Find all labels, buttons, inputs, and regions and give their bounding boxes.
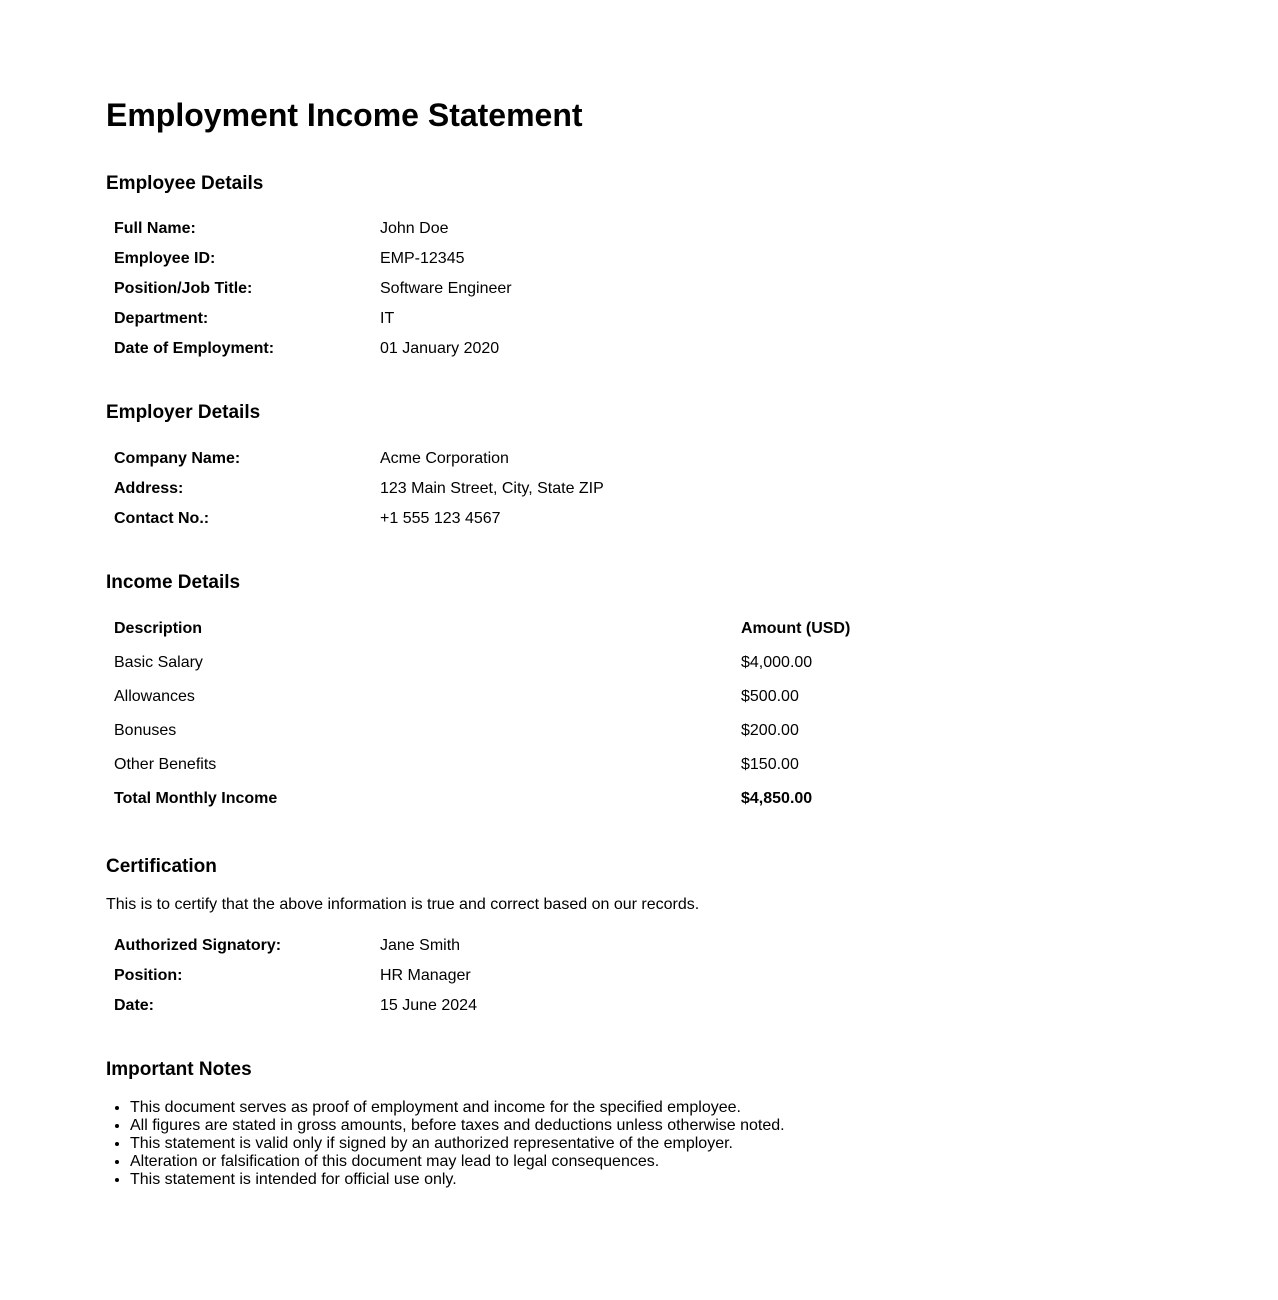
field-label: Date of Employment: xyxy=(114,340,275,357)
table-row xyxy=(114,688,1164,722)
certification-statement: This is to certify that the above information is true and correct based on our records. xyxy=(106,896,700,913)
page-title: Employment Income Statement xyxy=(106,97,583,133)
income-amount: $200.00 xyxy=(741,722,799,739)
income-table xyxy=(114,620,1164,824)
certification-heading: Certification xyxy=(106,856,217,877)
field-label: Position: xyxy=(114,967,183,984)
field-label: Position/Job Title: xyxy=(114,280,253,297)
income-description: Basic Salary xyxy=(114,654,203,671)
field-value: EMP-12345 xyxy=(380,250,465,267)
field-label: Date: xyxy=(114,997,155,1014)
certification-row-signatory xyxy=(114,937,477,967)
employer-row-address xyxy=(114,480,604,510)
employee-row-position xyxy=(114,280,512,310)
list-item: • This statement is valid only if signed by an authorized representative of the employer. xyxy=(130,1135,785,1153)
table-row xyxy=(114,654,1164,688)
field-label: Employee ID: xyxy=(114,250,216,267)
total-label: Total Monthly Income xyxy=(114,790,278,807)
income-description: Other Benefits xyxy=(114,756,217,773)
field-label: Address: xyxy=(114,480,184,497)
important-notes-list xyxy=(106,1099,785,1189)
certification-table xyxy=(114,937,477,1027)
field-label: Department: xyxy=(114,310,209,327)
employer-row-contact xyxy=(114,510,604,540)
field-label: Full Name: xyxy=(114,220,196,237)
income-table-header xyxy=(114,620,1164,654)
employer-row-company-name xyxy=(114,450,604,480)
field-value: Acme Corporation xyxy=(380,450,509,467)
income-amount: $4,000.00 xyxy=(741,654,813,671)
income-description: Bonuses xyxy=(114,722,177,739)
certification-row-position xyxy=(114,967,477,997)
field-value: +1 555 123 4567 xyxy=(380,510,501,527)
income-total-row xyxy=(114,790,1164,824)
income-description: Allowances xyxy=(114,688,195,705)
employer-details-table xyxy=(114,450,604,540)
employee-details-table xyxy=(114,220,512,370)
employee-row-date-of-employment xyxy=(114,340,512,370)
income-details-heading: Income Details xyxy=(106,572,241,593)
list-item: • This document serves as proof of employment and income for the specified employee. xyxy=(130,1099,785,1117)
column-header-amount: Amount (USD) xyxy=(741,620,851,637)
field-value: Software Engineer xyxy=(380,280,512,297)
table-row xyxy=(114,756,1164,790)
field-value: 15 June 2024 xyxy=(380,997,477,1014)
field-label: Contact No.: xyxy=(114,510,210,527)
column-header-description: Description xyxy=(114,620,203,637)
income-amount: $500.00 xyxy=(741,688,799,705)
certification-row-date xyxy=(114,997,477,1027)
field-label: Company Name: xyxy=(114,450,241,467)
field-value: John Doe xyxy=(380,220,449,237)
list-item: • All figures are stated in gross amounts, before taxes and deductions unless otherwise noted. xyxy=(130,1117,785,1135)
table-row xyxy=(114,722,1164,756)
important-notes-heading: Important Notes xyxy=(106,1059,252,1080)
list-item: • This statement is intended for official use only. xyxy=(130,1171,785,1189)
employer-details-heading: Employer Details xyxy=(106,402,261,423)
field-value: 01 January 2020 xyxy=(380,340,500,357)
employee-details-heading: Employee Details xyxy=(106,173,264,194)
field-value: IT xyxy=(380,310,395,327)
income-amount: $150.00 xyxy=(741,756,799,773)
field-label: Authorized Signatory: xyxy=(114,937,282,954)
employee-row-full-name xyxy=(114,220,512,250)
field-value: HR Manager xyxy=(380,967,471,984)
field-value: 123 Main Street, City, State ZIP xyxy=(380,480,604,497)
employee-row-employee-id xyxy=(114,250,512,280)
list-item: • Alteration or falsification of this document may lead to legal consequences. xyxy=(130,1153,785,1171)
field-value: Jane Smith xyxy=(380,937,461,954)
total-amount: $4,850.00 xyxy=(741,790,813,807)
employee-row-department xyxy=(114,310,512,340)
